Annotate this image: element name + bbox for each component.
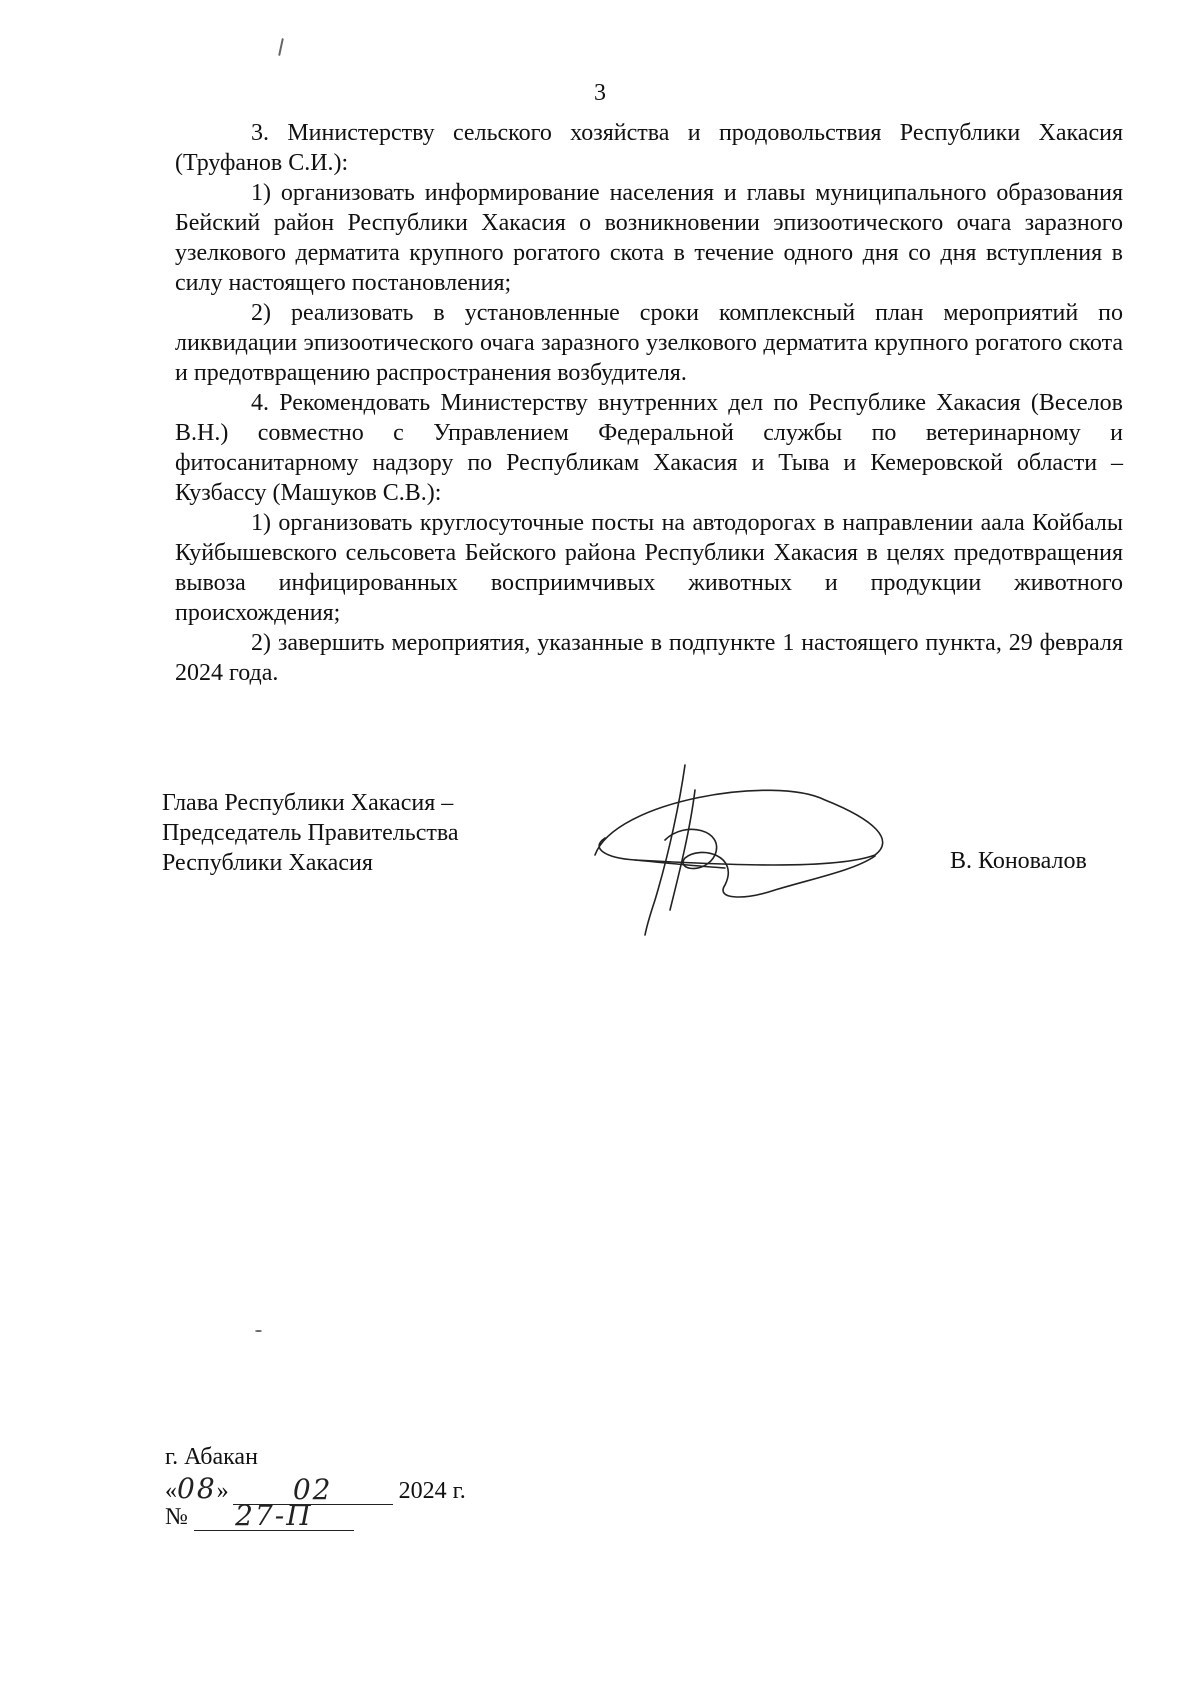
scan-speck bbox=[255, 1330, 262, 1332]
signatory-title-line1: Глава Республики Хакасия – bbox=[162, 790, 454, 816]
date-day-handwritten: 08 bbox=[177, 1472, 217, 1505]
paragraph-4: 4. Рекомендовать Министерству внутренних дел по Республике Хакасия (Веселов В.Н.) совместно с Управлением Федеральной службы по ветеринарному и фитосанитарному надзору по Республикам Хакасия и Тыва и Кемеровской области – Кузбассу (Машуков С.В.): bbox=[175, 390, 1123, 506]
number-handwritten: 27-П bbox=[194, 1502, 354, 1531]
date-year: 2024 г. bbox=[398, 1478, 466, 1504]
signer-name: В. Коновалов bbox=[950, 848, 1087, 874]
place-of-signing: г. Абакан bbox=[165, 1444, 258, 1470]
date-quote-close: » bbox=[216, 1478, 229, 1504]
signatory-title-line2: Председатель Правительства bbox=[162, 820, 459, 846]
paragraph-3-1: 1) организовать информирование населения и главы муниципального образования Бейский район Республики Хакасия о возникновении эпизоотического очага заразного узелкового дерматита крупного рогатого скота в течение одного дня со дня вступления в силу настоящего постановления; bbox=[175, 180, 1123, 296]
page-number: 3 bbox=[594, 80, 606, 106]
signatory-title bbox=[162, 788, 459, 878]
document-body bbox=[175, 118, 1123, 688]
date-quote-open: « bbox=[165, 1478, 177, 1504]
paragraph-3-2: 2) реализовать в установленные сроки комплексный план мероприятий по ликвидации эпизоотического очага заразного узелкового дерматита крупного рогатого скота и предотвращению распространения возбудителя. bbox=[175, 300, 1123, 386]
document-number bbox=[165, 1499, 354, 1532]
handwritten-signature bbox=[575, 760, 915, 940]
paragraph-4-2: 2) завершить мероприятия, указанные в подпункте 1 настоящего пункта, 29 февраля 2024 года. bbox=[175, 630, 1123, 686]
signatory-title-line3: Республики Хакасия bbox=[162, 850, 373, 876]
date-month-handwritten: 02 bbox=[233, 1476, 393, 1505]
document-date bbox=[165, 1472, 466, 1505]
scan-mark bbox=[278, 38, 284, 56]
number-label: № bbox=[165, 1504, 188, 1530]
paragraph-3: 3. Министерству сельского хозяйства и продовольствия Республики Хакасия (Труфанов С.И.): bbox=[175, 120, 1123, 176]
paragraph-4-1: 1) организовать круглосуточные посты на автодорогах в направлении аала Койбалы Куйбышевского сельсовета Бейского района Республики Хакасия в целях предотвращения вывоза инфицированных восприимчивых животных и продукции животного происхождения; bbox=[175, 510, 1123, 626]
